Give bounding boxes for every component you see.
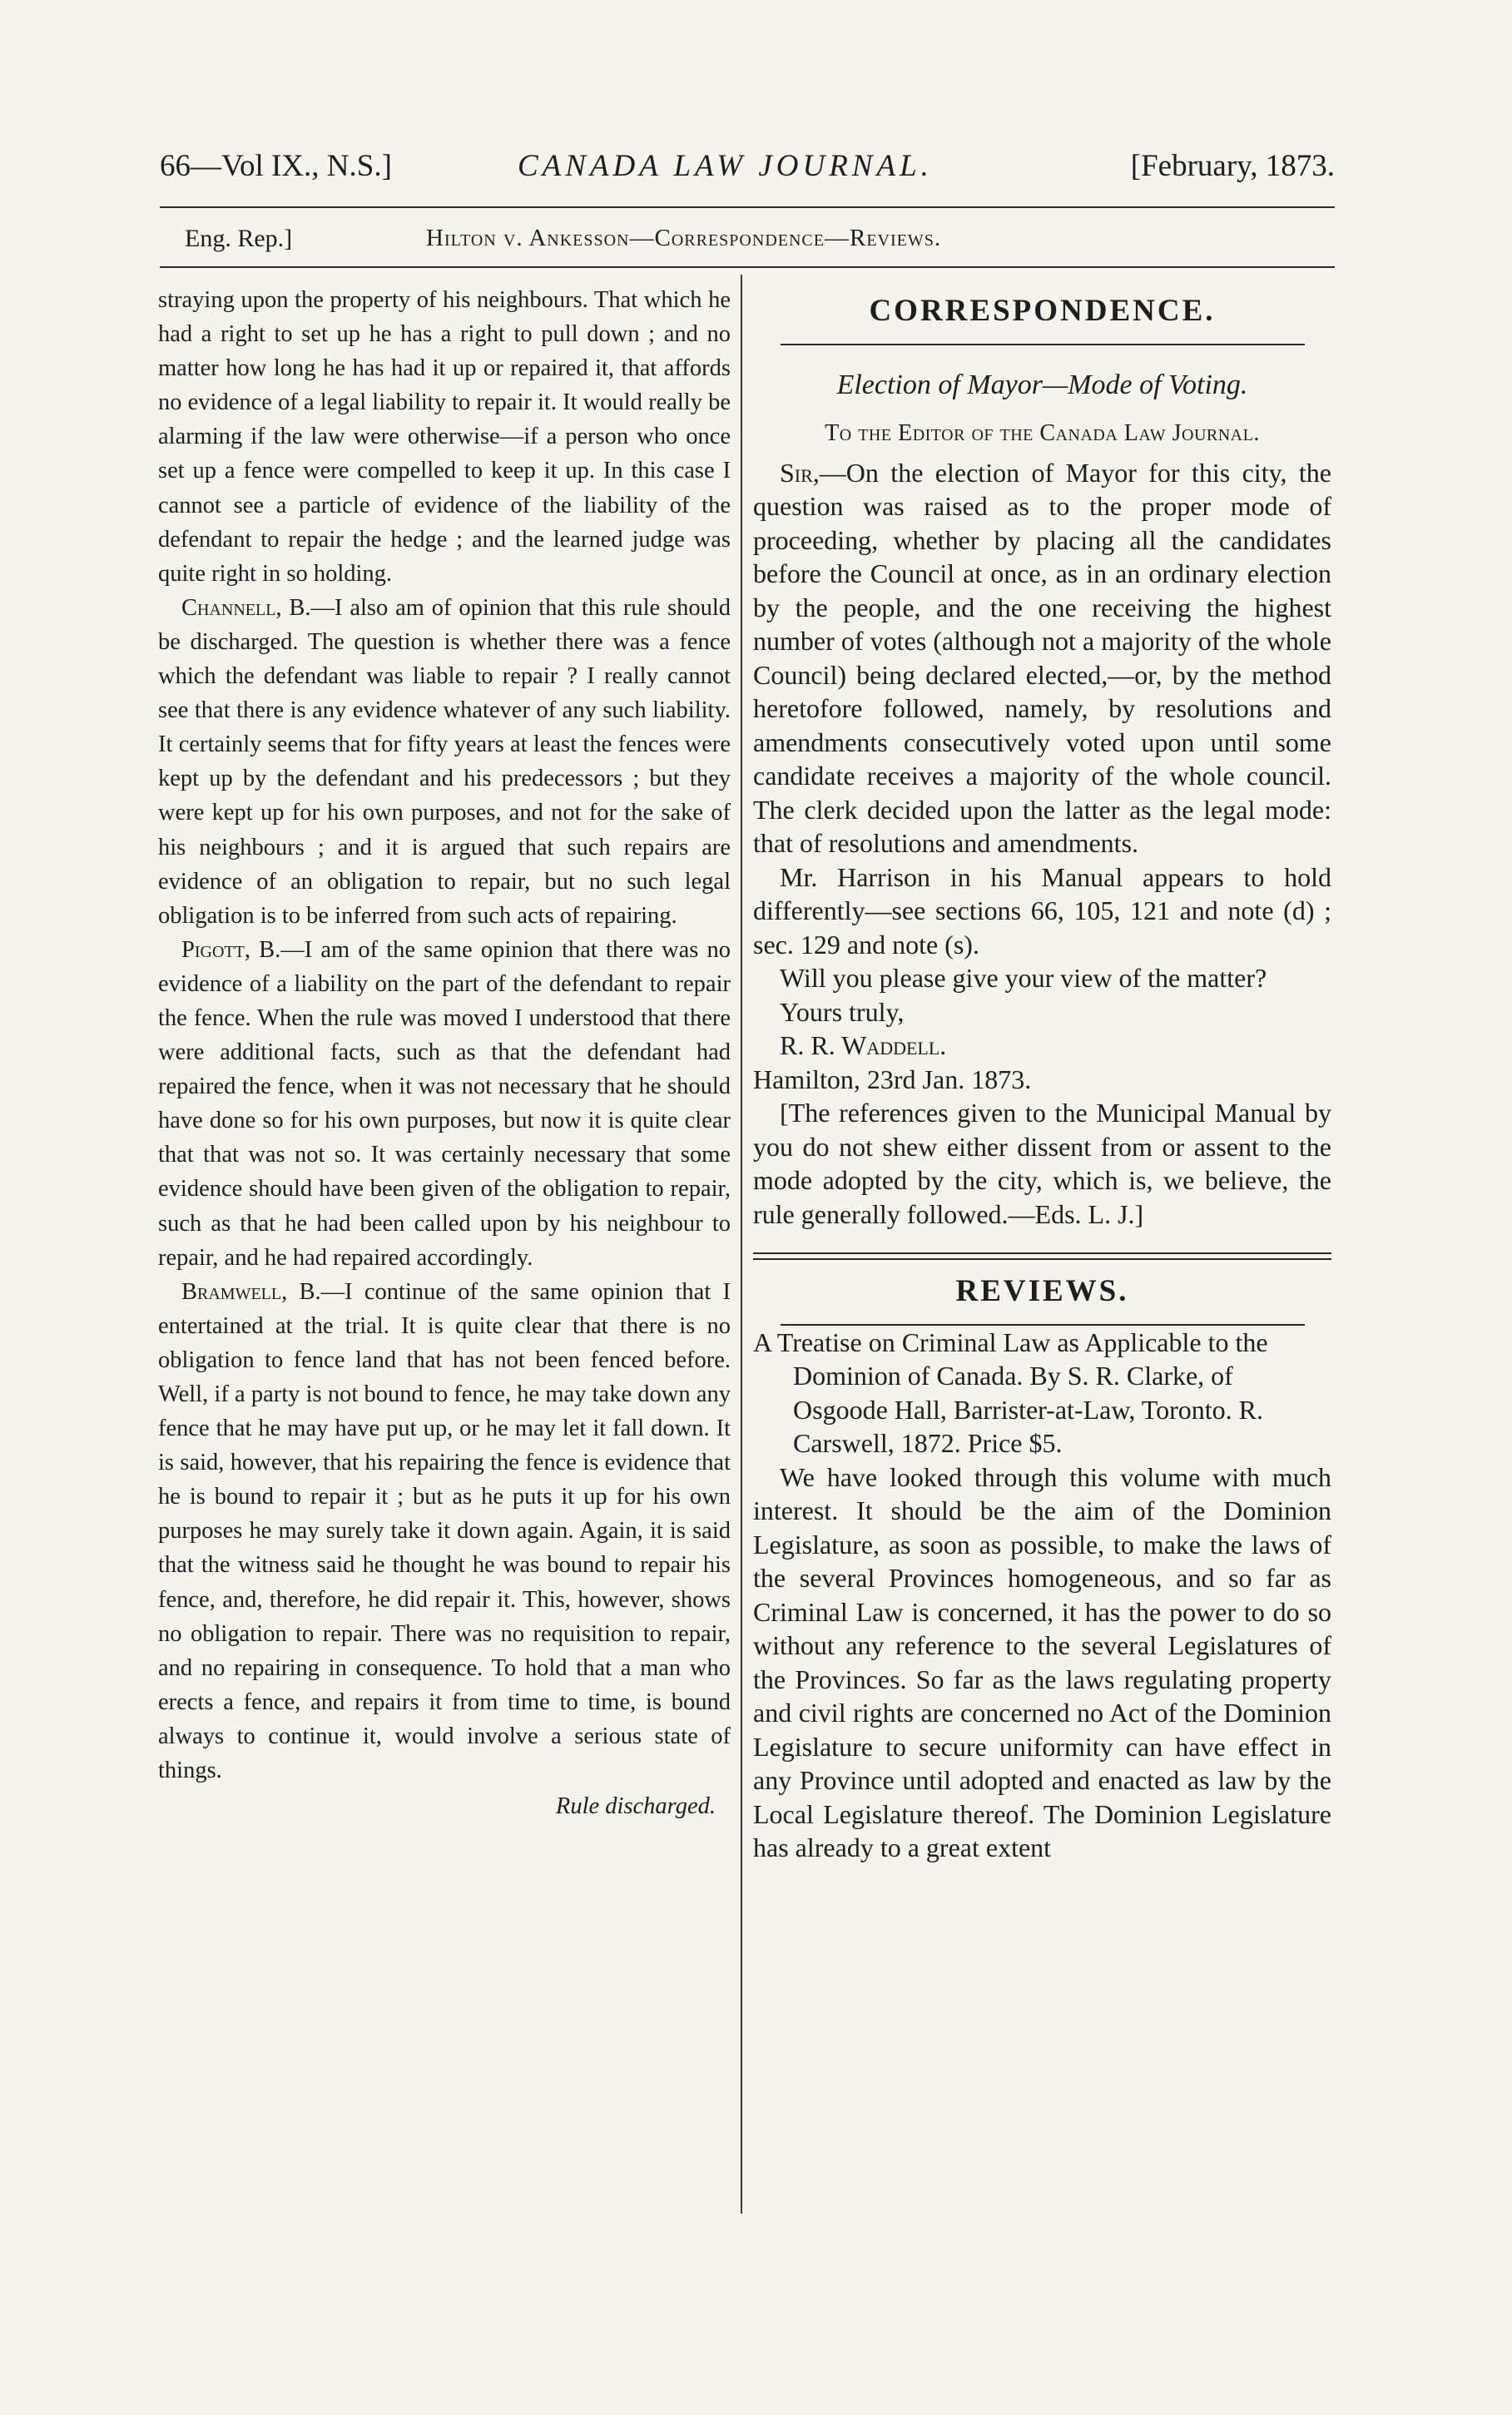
correspondence-heading: CORRESPONDENCE.	[869, 294, 1216, 328]
opinion-pigott	[158, 933, 731, 1275]
letter-place-date: Hamilton, 23rd Jan. 1873.	[753, 1064, 1032, 1094]
letter-paragraph	[753, 456, 1331, 860]
header-rule	[160, 206, 1335, 208]
journal-title: CANADA LAW JOURNAL.	[518, 149, 933, 183]
letter-text: —On the election of Mayor for this city, the question was raised as to the proper mode of proceeding, whether by placing all the candidates before the Council at once, as in an ordinary election by the people, and the one receiving the highest number of votes (although not a majority of the whole Council) being declared elected,—or, by the method heretofore followed, namely, by resolutions and amendments consecutively voted upon until some candidate receives a majority of the whole council. The clerk decided upon the latter as the legal mode: that of resolutions and amendments.	[753, 457, 1331, 858]
book-citation: A Treatise on Criminal Law as Applicable to the Dominion of Canada. By S. R. Clarke, of Osgoode Hall, Barrister-at-Law, Toronto. R. Carswell, 1872. Price $5.	[753, 1327, 1268, 1458]
left-column	[158, 283, 731, 2230]
judge-name: Bramwell, B.	[181, 1278, 321, 1305]
right-column	[753, 283, 1331, 2230]
subhead-rule	[160, 266, 1335, 268]
opinion-channell	[158, 591, 731, 933]
running-head	[160, 148, 1335, 195]
opinion-bramwell	[158, 1275, 731, 1788]
letter-addressee: To the Editor of the Canada Law Journal.	[825, 420, 1260, 446]
heading-rule	[781, 344, 1305, 345]
letter-paragraph: Mr. Harrison in his Manual appears to hold differently—see sections 66, 105, 121 and note (d) ; sec. 129 and note (s).	[753, 861, 1331, 960]
opinion-text: —I also am of opinion that this rule should be discharged. The question is whether there was a fence which the defendant was liable to repair ? I really cannot see that there is any evidence whatever of any such liability. It certainly seems that for fifty years at least the fences were kept up by the defendant and his predecessors ; but they were kept up for his own purposes, and not for the sake of his neighbours ; and it is argued that such repairs are evidence of an obligation to repair, but no such legal obligation is to be inferred from such acts of repairing.	[158, 594, 731, 929]
column-divider	[741, 275, 742, 2214]
page-volume: 66—Vol IX., N.S.]	[160, 149, 392, 183]
page-contents: Hilton v. Ankesson—Correspondence—Reviews.	[426, 225, 942, 251]
review-paragraph: We have looked through this volume with much interest. It should be the aim of the Dominion Legislature, as soon as possible, to make the laws of the several Provinces homogeneous, and so far as Criminal Law is concerned, it has the power to do so without any reference to the several Legislatures of the Provinces. So far as the laws regulating property and civil rights are concerned no Act of the Dominion Legislature to secure uniformity can have effect in any Province until adopted and enacted as law by the Local Legislature thereof. The Dominion Legislature has already to a great extent	[753, 1461, 1331, 1862]
ruling: Rule discharged.	[555, 1793, 716, 1820]
judge-name: Pigott, B.	[181, 936, 281, 963]
section-double-rule	[753, 1252, 1331, 1260]
issue-date: [February, 1873.	[1130, 149, 1335, 183]
editor-note: [The references given to the Municipal Manual by you do not shew either dissent from or assent to the mode adopted by the city, which is, we believe, the rule generally followed.—Eds. L. J.]	[753, 1098, 1331, 1229]
letter-subject: Election of Mayor—Mode of Voting.	[836, 369, 1248, 400]
salutation: Sir,	[780, 457, 820, 488]
opinion-text: —I continue of the same opinion that I entertained at the trial. It is quite clear that there is no obligation to fence land that has not been fenced before. Well, if a party is not bound to fence, he may take down any fence that he may have put up, or he may let it fall down. It is said, however, that his repairing the fence is evidence that he is bound to repair it ; but as he puts it up for his own purposes he may surely take it down again. Again, it is said that the witness said he thought he was bound to repair his fence, and, therefore, he did repair it. This, however, shows no obligation to repair. There was no requisition to repair, and no repairing in consequence. To hold that a man who erects a fence, and repairs it from time to time, is bound always to continue it, would involve a serious state of things.	[158, 1278, 731, 1784]
section-subhead	[166, 225, 1335, 263]
judgment-continuation: straying upon the property of his neighbours. That which he had a right to set up he has a right to pull down ; and no matter how long he has had it up or repaired it, that affords no evidence of a legal liability to repair it. It would really be alarming if the law were otherwise—if a person who once set up a fence were compelled to keep it up. In this case I cannot see a particle of evidence of the liability of the defendant to repair the hedge ; and the learned judge was quite right in so holding.	[158, 287, 731, 587]
report-tag: Eng. Rep.]	[185, 225, 293, 252]
letter-signer: R. R. Waddell.	[780, 1030, 947, 1060]
letter-closing: Yours truly,	[780, 996, 905, 1027]
letter-paragraph: Will you please give your view of the matter?	[780, 963, 1267, 993]
opinion-text: —I am of the same opinion that there was no evidence of a liability on the part of the defendant to repair the fence. When the rule was moved I understood that there were additional facts, such as that the defendant had repaired the fence, when it was not necessary that he should have done so for his own purposes, but now it is quite clear that that was not so. It was certainly necessary that some evidence should have been given of the obligation to repair, such as that he had been called upon by his neighbour to repair, and he had repaired accordingly.	[158, 936, 731, 1271]
judge-name: Channell, B.	[181, 594, 311, 621]
reviews-heading: REVIEWS.	[955, 1274, 1129, 1308]
